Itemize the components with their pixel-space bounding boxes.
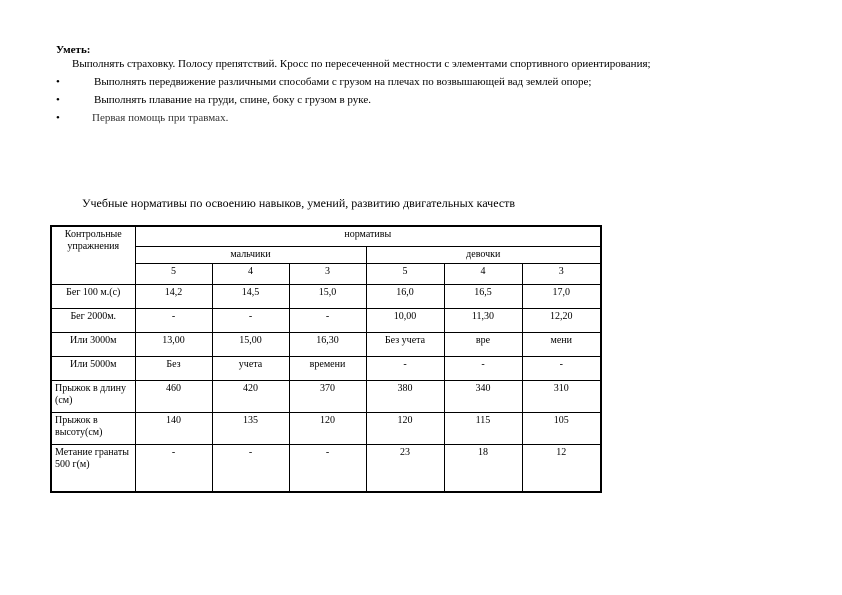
table-cell: 15,0 [289, 285, 366, 309]
row-label: Или 5000м [51, 357, 135, 381]
row-label: Прыжок в длину (см) [51, 381, 135, 413]
table-cell: 15,00 [212, 333, 289, 357]
table-cell: 18 [444, 445, 522, 493]
table-cell: 420 [212, 381, 289, 413]
corner-header: Контрольные упражнения [51, 226, 135, 285]
table-cell: 105 [522, 413, 601, 445]
grade-header: 3 [289, 264, 366, 285]
table-cell: - [366, 357, 444, 381]
table-cell: 14,5 [212, 285, 289, 309]
table-cell: - [289, 445, 366, 493]
standards-table [50, 225, 602, 493]
grade-header: 5 [135, 264, 212, 285]
table-cell: - [444, 357, 522, 381]
table-row [51, 357, 601, 381]
table-cell: 10,00 [366, 309, 444, 333]
table-cell: Без учета [366, 333, 444, 357]
table-row [51, 309, 601, 333]
table-cell: 340 [444, 381, 522, 413]
section-heading: Уметь: [56, 44, 91, 56]
table-cell: 14,2 [135, 285, 212, 309]
table-row [51, 285, 601, 309]
table-cell: 12,20 [522, 309, 601, 333]
list-item-text: Выполнять передвижение различными способами с грузом на плечах по возвышающей вад землей опоре; [94, 76, 592, 88]
table-cell: 460 [135, 381, 212, 413]
table-cell: 16,0 [366, 285, 444, 309]
table-cell: мени [522, 333, 601, 357]
table-cell: - [135, 309, 212, 333]
table-cell: 310 [522, 381, 601, 413]
grade-header: 4 [444, 264, 522, 285]
table-cell: 12 [522, 445, 601, 493]
row-label: Метание гранаты 500 г(м) [51, 445, 135, 493]
table-cell: 16,30 [289, 333, 366, 357]
list-item-text: Выполнять плавание на груди, спине, боку с грузом в руке. [94, 94, 371, 106]
table-row [51, 333, 601, 357]
table-cell: 140 [135, 413, 212, 445]
table-cell: 17,0 [522, 285, 601, 309]
list-item-text: Первая помощь при травмах. [92, 112, 229, 124]
table-row [51, 445, 601, 493]
table-cell: - [212, 309, 289, 333]
boys-header: мальчики [135, 247, 366, 264]
bullet-icon: • [56, 112, 60, 124]
table-cell: 11,30 [444, 309, 522, 333]
table-cell: 120 [366, 413, 444, 445]
group-header: нормативы [135, 226, 601, 247]
table-cell: 23 [366, 445, 444, 493]
row-label: Прыжок в высоту(см) [51, 413, 135, 445]
table-cell: - [212, 445, 289, 493]
table-cell: учета [212, 357, 289, 381]
table-cell: 13,00 [135, 333, 212, 357]
row-label: Или 3000м [51, 333, 135, 357]
table-cell: вре [444, 333, 522, 357]
girls-header: девочки [366, 247, 601, 264]
table-row [51, 381, 601, 413]
table-cell: времени [289, 357, 366, 381]
grade-header: 5 [366, 264, 444, 285]
intro-paragraph: Выполнять страховку. Полосу препятствий. Кросс по пересеченной местности с элементами спортивного ориентирования; [72, 58, 651, 70]
bullet-icon: • [56, 94, 60, 106]
grade-header: 4 [212, 264, 289, 285]
table-cell: 16,5 [444, 285, 522, 309]
table-cell: - [522, 357, 601, 381]
row-label: Бег 2000м. [51, 309, 135, 333]
bullet-icon: • [56, 76, 60, 88]
table-cell: 120 [289, 413, 366, 445]
table-cell: 115 [444, 413, 522, 445]
table-cell: 135 [212, 413, 289, 445]
table-cell: - [135, 445, 212, 493]
table-cell: 370 [289, 381, 366, 413]
row-label: Бег 100 м.(с) [51, 285, 135, 309]
table-title: Учебные нормативы по освоению навыков, умений, развитию двигательных качеств [82, 196, 516, 210]
table-cell: - [289, 309, 366, 333]
table-row [51, 413, 601, 445]
table-cell: 380 [366, 381, 444, 413]
table-cell: Без [135, 357, 212, 381]
grade-header: 3 [522, 264, 601, 285]
